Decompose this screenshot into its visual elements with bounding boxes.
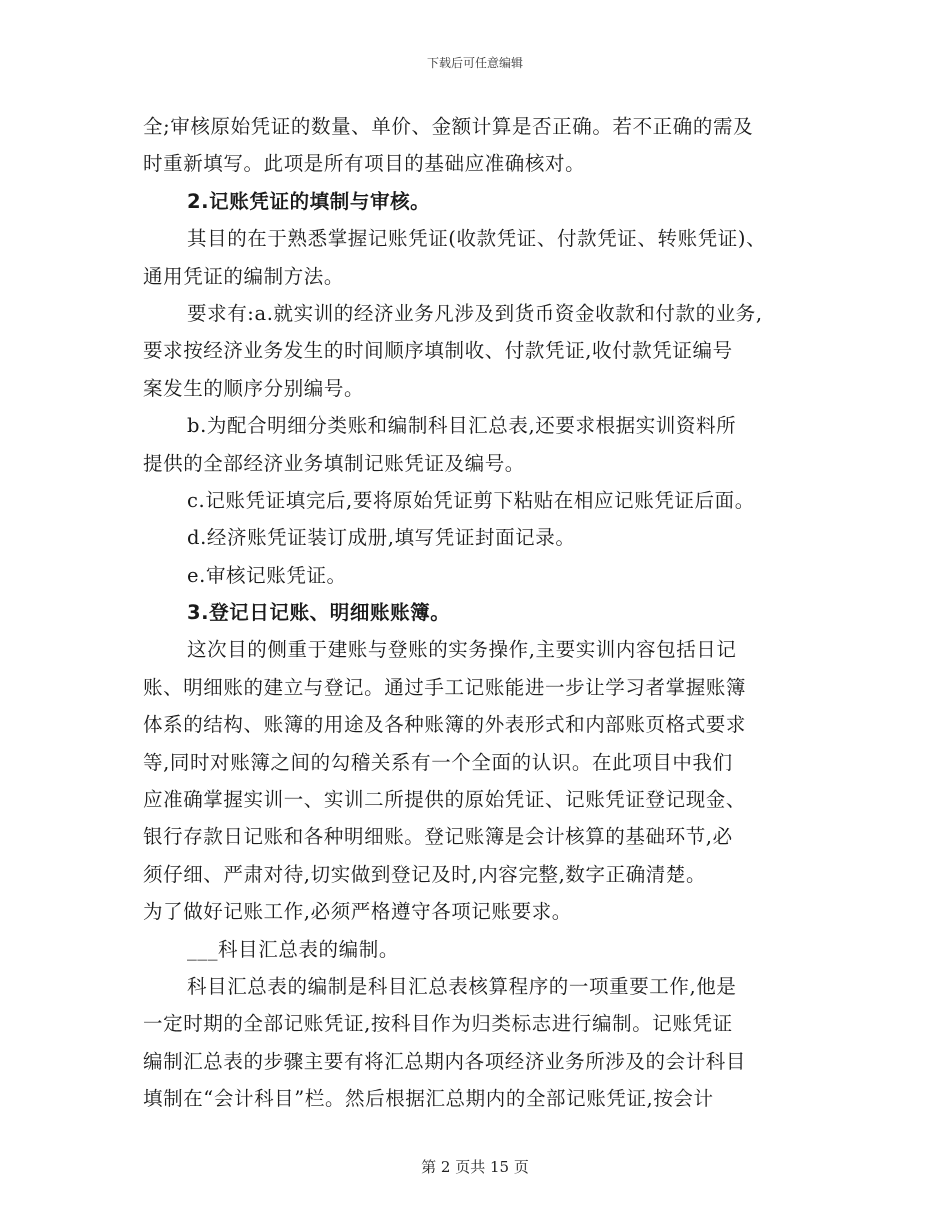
text-line: 为了做好记账工作,必须严格遵守各项记账要求。 <box>143 900 572 924</box>
text-line: 科目汇总表的编制是科目汇总表核算程序的一项重要工作,他是 <box>187 974 737 998</box>
text-line: ___科目汇总表的编制。 <box>187 937 399 961</box>
text-line: 要求有:a.就实训的经济业务凡涉及到货币资金收款和付款的业务, <box>187 301 763 325</box>
text-line: 这次目的侧重于建账与登账的实务操作,主要实训内容包括日记 <box>187 638 737 662</box>
document-body <box>143 108 823 1118</box>
text-line: 要求按经济业务发生的时间顺序填制收、付款凭证,收付款凭证编号 <box>143 339 733 363</box>
text-line: 应准确掌握实训一、实训二所提供的原始凭证、记账凭证登记现金、 <box>143 788 747 812</box>
section-heading: 3.登记日记账、明细账账簿。 <box>187 601 451 625</box>
text-line: 一定时期的全部记账凭证,按科目作为归类标志进行编制。记账凭证 <box>143 1012 733 1036</box>
page-number: 第 2 页共 15 页 <box>421 1158 529 1176</box>
text-line: 案发生的顺序分别编号。 <box>143 376 365 400</box>
page-header-note: 下载后可任意编辑 <box>426 56 523 70</box>
section-heading: 2.记账凭证的填制与审核。 <box>187 189 431 213</box>
text-line: 账、明细账的建立与登记。通过手工记账能进一步让学习者掌握账簿 <box>143 675 747 699</box>
text-line: 时重新填写。此项是所有项目的基础应准确核对。 <box>143 152 586 176</box>
text-line: d.经济账凭证装订成册,填写凭证封面记录。 <box>187 526 576 550</box>
text-line: 须仔细、严肃对待,切实做到登记及时,内容完整,数字正确清楚。 <box>143 862 707 886</box>
text-line: 填制在“会计科目”栏。然后根据汇总期内的全部记账凭证,按会计 <box>143 1087 714 1111</box>
text-line: b.为配合明细分类账和编制科目汇总表,还要求根据实训资料所 <box>187 414 737 438</box>
text-line: 全;审核原始凭证的数量、单价、金额计算是否正确。若不正确的需及 <box>143 115 754 138</box>
text-line: 提供的全部经济业务填制记账凭证及编号。 <box>143 451 525 475</box>
text-line: 编制汇总表的步骤主要有将汇总期内各项经济业务所涉及的会计科目 <box>143 1049 747 1073</box>
text-line: 其目的在于熟悉掌握记账凭证(收款凭证、付款凭证、转账凭证)、 <box>187 227 767 251</box>
text-line: 体系的结构、账簿的用途及各种账簿的外表形式和内部账页格式要求 <box>143 713 747 737</box>
text-line: 通用凭证的编制方法。 <box>143 264 345 288</box>
text-line: 银行存款日记账和各种明细账。登记账簿是会计核算的基础环节,必 <box>143 825 733 849</box>
text-line: c.记账凭证填完后,要将原始凭证剪下粘贴在相应记账凭证后面。 <box>187 488 755 512</box>
text-line: 等,同时对账簿之间的勾稽关系有一个全面的认识。在此项目中我们 <box>143 750 733 774</box>
text-line: e.审核记账凭证。 <box>187 563 347 587</box>
